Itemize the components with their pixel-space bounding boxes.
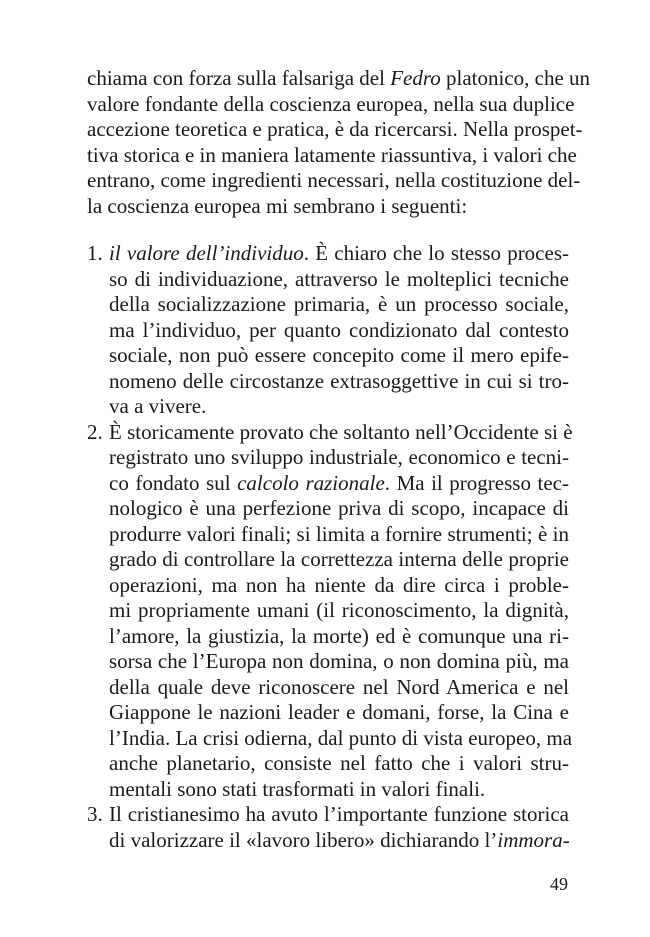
text-run: produrre valori finali; si limita a fornire strumenti; è in xyxy=(109,521,569,546)
text-run: mentali sono stati trasformati in valori finali. xyxy=(109,776,486,801)
text-run: È storicamente provato che soltanto nell’Occidente si è xyxy=(109,419,573,444)
text-run: tiva storica e in maniera latamente riassuntiva, i valori che xyxy=(87,142,577,167)
text-line xyxy=(109,369,569,395)
text-line xyxy=(87,91,575,118)
text-line xyxy=(109,700,569,726)
list-item xyxy=(87,419,573,803)
text-line xyxy=(109,598,569,624)
text-line xyxy=(87,142,577,169)
text-run: nomeno delle circostanze extrasoggettive in cui si tro- xyxy=(109,368,569,393)
text-run: va a vivere. xyxy=(109,394,207,418)
text-run: chiama con forza sulla falsariga del xyxy=(87,66,391,90)
paragraph-gap xyxy=(87,219,569,241)
text-line xyxy=(87,168,581,194)
list-item-number: 1. xyxy=(87,241,103,265)
text-line xyxy=(109,496,569,522)
intro-paragraph xyxy=(87,66,591,219)
text-run: anche planetario, consiste nel fatto che i valori stru- xyxy=(109,751,569,775)
italic-text: immora- xyxy=(497,827,570,852)
text-line xyxy=(109,828,569,854)
numbered-list xyxy=(87,241,573,853)
text-line xyxy=(109,522,569,548)
text-run: valore fondante della coscienza europea, nella sua duplice xyxy=(87,91,575,116)
text-line xyxy=(109,394,569,420)
text-run: Il cristianesimo ha avuto l’importante funzione storica xyxy=(109,802,569,826)
text-line xyxy=(109,267,569,293)
text-line xyxy=(87,194,569,220)
text-line xyxy=(109,573,569,599)
text-line xyxy=(87,117,583,143)
text-run: l’India. La crisi odierna, dal punto di vista europeo, ma xyxy=(109,725,573,750)
text-run: co fondato sul xyxy=(109,470,238,495)
text-run: accezione teoretica e pratica, è da ricercarsi. Nella prospet- xyxy=(87,117,583,141)
book-page-body xyxy=(87,66,591,853)
text-run: registrato uno sviluppo industriale, economico e tecni- xyxy=(109,445,569,469)
text-line xyxy=(87,66,591,92)
text-run: ma l’individuo, per quanto condizionato dal contesto xyxy=(109,317,569,342)
text-run: l’amore, la giustizia, la morte) ed è comunque una ri- xyxy=(109,623,569,648)
text-line xyxy=(109,471,569,497)
text-line xyxy=(109,675,569,701)
page-number: 49 xyxy=(550,874,568,894)
text-line xyxy=(109,777,569,803)
text-run: nologico è una perfezione priva di scopo, incapace di xyxy=(109,496,569,520)
text-line xyxy=(109,445,569,471)
text-run: grado di controllare la correttezza interna delle proprie xyxy=(109,547,569,571)
text-run: la coscienza europea mi sembrano i seguenti: xyxy=(87,193,468,218)
text-line xyxy=(109,292,569,318)
text-run: operazioni, ma non ha niente da dire circa i proble- xyxy=(109,572,569,597)
text-line xyxy=(109,649,569,675)
italic-text: calcolo razionale xyxy=(237,470,385,495)
list-item-number: 2. xyxy=(87,419,103,444)
text-run: Giappone le nazioni leader e domani, forse, la Cina e xyxy=(109,700,569,724)
text-run: della socializzazione primaria, è un processo sociale, xyxy=(109,292,569,316)
text-line xyxy=(109,547,569,573)
text-line xyxy=(109,751,569,777)
text-line xyxy=(109,318,569,344)
text-run: sorsa che l’Europa non domina, o non domina più, ma xyxy=(109,649,569,673)
list-item xyxy=(87,802,569,853)
text-run: della quale deve riconoscere nel Nord America e nel xyxy=(109,674,569,699)
text-line xyxy=(109,802,569,828)
list-item xyxy=(87,241,569,420)
text-run: mi propriamente umani (il riconoscimento, la dignità, xyxy=(109,598,569,622)
text-run: . Ma il progresso tec- xyxy=(384,470,569,495)
text-line xyxy=(109,725,573,752)
text-run: . È chiaro che lo stesso proces- xyxy=(303,241,569,265)
text-run: di valorizzare il «lavoro libero» dichiarando l’ xyxy=(109,827,498,852)
list-item-number: 3. xyxy=(87,802,103,826)
text-line xyxy=(109,343,569,369)
text-run: entrano, come ingredienti necessari, nella costituzione del- xyxy=(87,168,581,192)
italic-text: Fedro xyxy=(390,66,441,90)
text-line xyxy=(109,241,569,267)
text-run: platonico, che un xyxy=(440,66,591,90)
text-run: sociale, non può essere concepito come il mero epife- xyxy=(109,343,569,367)
text-run: so di individuazione, attraverso le molteplici tecniche xyxy=(109,266,569,291)
italic-text: il valore dell’individuo xyxy=(109,241,304,265)
text-line xyxy=(109,624,569,650)
text-line xyxy=(109,419,573,446)
